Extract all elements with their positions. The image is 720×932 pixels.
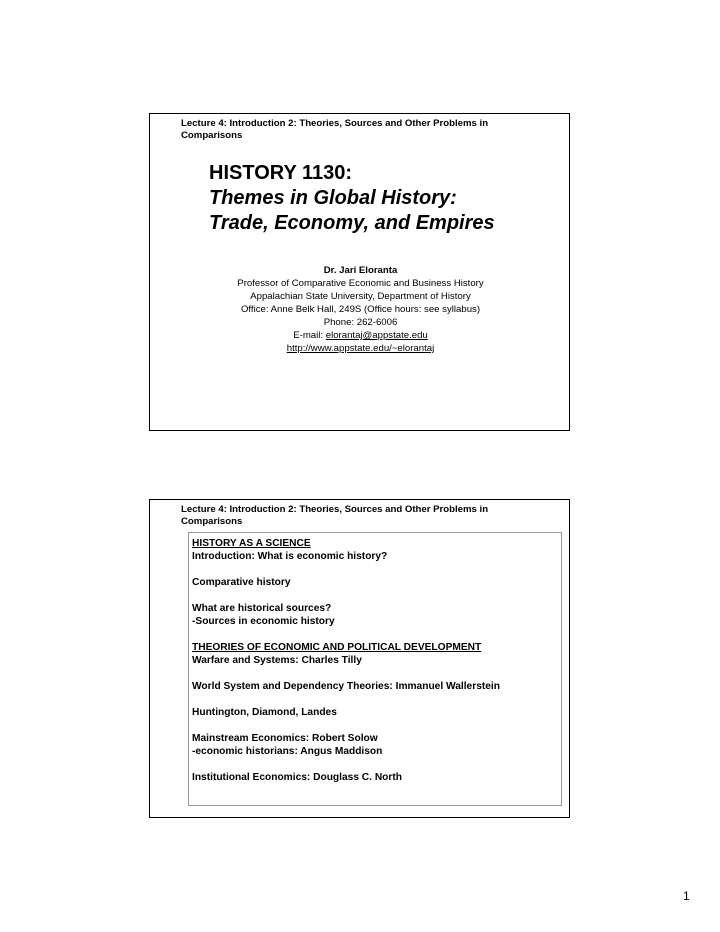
outline-item: World System and Dependency Theories: Immanuel Wallerstein	[192, 681, 500, 692]
course-code: HISTORY 1130:	[209, 162, 353, 184]
email-link[interactable]: elorantaj@appstate.edu	[325, 330, 428, 341]
slide-1	[149, 113, 570, 431]
outline-spacer	[192, 758, 561, 771]
website-link[interactable]: http://www.appstate.edu/~elorantaj	[286, 343, 435, 354]
outline-item: Huntington, Diamond, Landes	[192, 707, 337, 718]
lecture-outline	[188, 532, 562, 806]
slide-2	[149, 499, 570, 818]
outline-item: Introduction: What is economic history?	[192, 551, 388, 562]
email-line	[150, 329, 571, 342]
course-subtitle-2: Trade, Economy, and Empires	[209, 212, 495, 234]
phone-info: Phone: 262-6006	[323, 317, 398, 328]
author-position: Professor of Comparative Economic and Business History	[237, 278, 484, 289]
slide-header: Lecture 4: Introduction 2: Theories, Sources and Other Problems in Comparisons	[181, 118, 489, 141]
author-affiliation: Appalachian State University, Department of History	[250, 291, 471, 302]
outline-item: Warfare and Systems: Charles Tilly	[192, 655, 362, 666]
course-title	[209, 161, 495, 236]
outline-item: -economic historians: Angus Maddison	[192, 746, 383, 757]
page-number: 1	[683, 889, 690, 903]
slide-header: Lecture 4: Introduction 2: Theories, Sources and Other Problems in Comparisons	[181, 504, 489, 527]
outline-item: Institutional Economics: Douglass C. North	[192, 772, 402, 783]
outline-item: Comparative history	[192, 577, 291, 588]
course-subtitle: Themes in Global History:	[209, 187, 457, 209]
outline-section-heading: THEORIES OF ECONOMIC AND POLITICAL DEVELOPMENT	[192, 642, 482, 653]
outline-item: Mainstream Economics: Robert Solow	[192, 733, 378, 744]
author-name: Dr. Jari Eloranta	[323, 265, 398, 276]
outline-spacer	[192, 667, 561, 680]
outline-spacer	[192, 589, 561, 602]
outline-spacer	[192, 719, 561, 732]
outline-section-heading: HISTORY AS A SCIENCE	[192, 538, 311, 549]
outline-spacer	[192, 693, 561, 706]
email-label: E-mail:	[293, 330, 326, 341]
outline-item: -Sources in economic history	[192, 616, 335, 627]
outline-item: What are historical sources?	[192, 603, 332, 614]
outline-spacer	[192, 563, 561, 576]
outline-spacer	[192, 628, 561, 641]
office-info: Office: Anne Belk Hall, 249S (Office hours: see syllabus)	[240, 304, 481, 315]
contact-info	[150, 264, 571, 355]
